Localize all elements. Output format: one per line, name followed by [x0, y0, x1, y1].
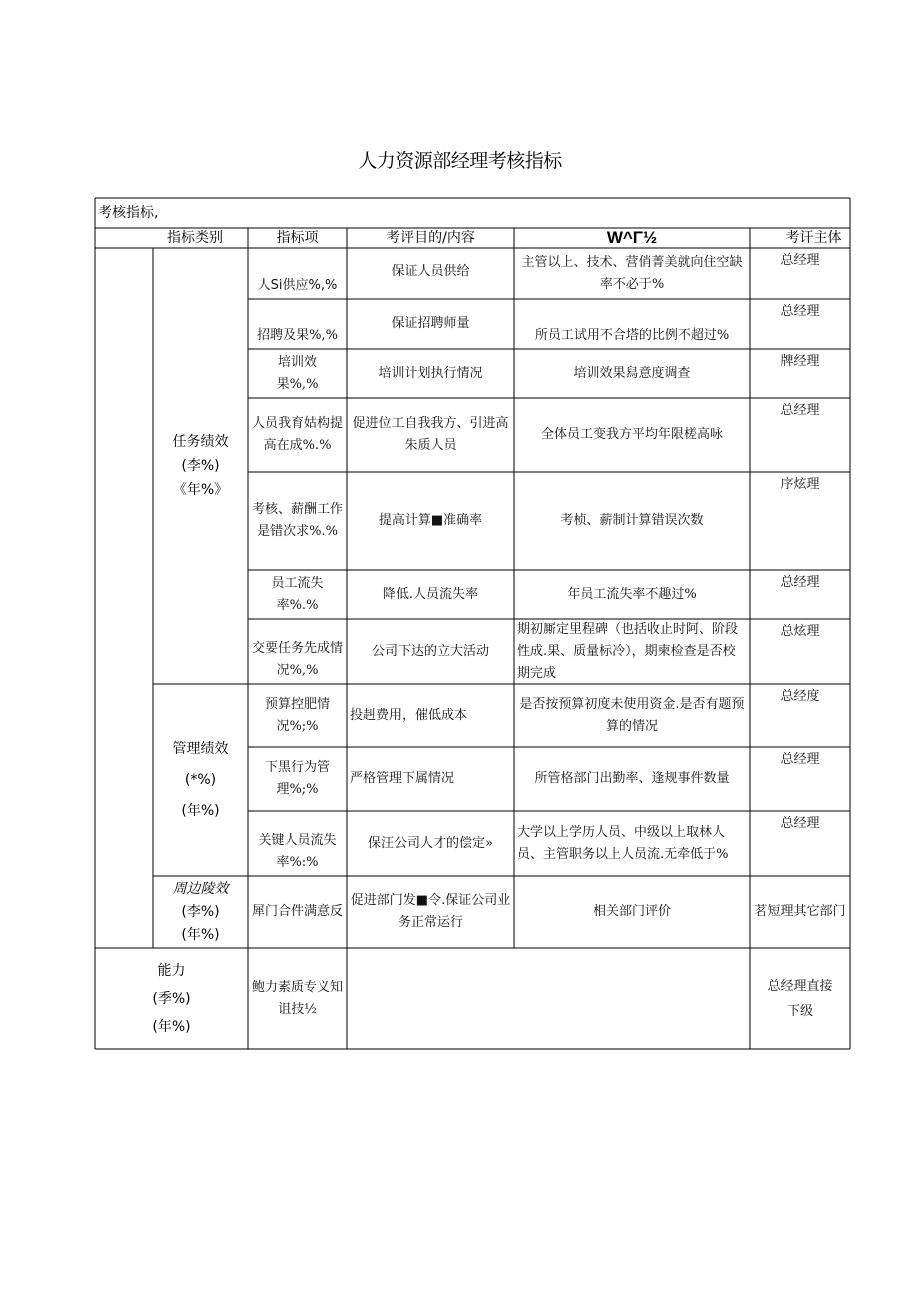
- header-subject: 考讦主体: [785, 230, 842, 246]
- category-mgmt-name: 管理绩效: [172, 740, 229, 757]
- category-peri-year: (年%): [181, 926, 220, 943]
- row5-item: 考核、薪酬工作是错次求%.%: [252, 502, 344, 539]
- category-task-year: 《年%》: [172, 482, 229, 498]
- row10-purpose: 保汪公司人才的偿定»: [368, 835, 493, 851]
- row6-subject: 总经理: [780, 575, 820, 590]
- row11-item: 犀门合件满意反: [251, 904, 343, 919]
- category-ability-year: (年%): [152, 1018, 191, 1035]
- category-mgmt-quarter: (*%): [184, 771, 217, 788]
- row3-purpose: 培训计划执行情况: [378, 365, 483, 381]
- row7-item: 交要任务先成情况%,%: [251, 641, 343, 678]
- row5-standard: 考桢、薪制计算错误次数: [560, 513, 704, 528]
- category-task-quarter: (李%): [181, 458, 220, 474]
- row1-subject: 总经理: [780, 253, 820, 268]
- table-caption: 考核指标,: [98, 205, 159, 221]
- row2-subject: 总经理: [780, 304, 820, 319]
- page-title: 人力资源部经理考核指标: [358, 150, 562, 172]
- row11-standard: 相关部门评价: [592, 904, 671, 919]
- header-purpose: 考评目的/内容: [386, 230, 475, 246]
- header-standard: W^Γ½: [606, 228, 658, 247]
- row3-subject: 牌经理: [780, 354, 820, 369]
- category-mgmt-year: (年%): [181, 802, 220, 819]
- row2-item: 招聘及果%,%: [257, 328, 338, 343]
- row6-purpose: 降低.人员流失率: [382, 586, 479, 602]
- row2-standard: 所员工试用不合塔的比例不超过%: [534, 328, 730, 343]
- row6-standard: 年员工流失率不趣过%: [567, 586, 697, 602]
- row9-subject: 总经理: [780, 752, 820, 767]
- row1-purpose: 保证人员供给: [391, 264, 470, 279]
- header-item: 指标项: [276, 230, 319, 246]
- row11-purpose: 促进部门发■令.保证公司业务正常运行: [350, 893, 511, 930]
- category-ability-quarter: (季%): [152, 990, 191, 1007]
- category-peri-quarter: (李%): [181, 903, 220, 920]
- row12-subject: 总经理直接下级: [767, 978, 833, 1019]
- category-ability: [95, 948, 248, 1049]
- category-peri-name: 周边陵效: [172, 880, 229, 897]
- row8-item: 预算控肥情况%;%: [264, 696, 330, 734]
- category-peripheral-performance: [153, 876, 248, 948]
- row12-purpose: [347, 948, 750, 1049]
- row2-purpose: 保证招聘师量: [391, 316, 470, 331]
- row10-item: 关键人员流失率%:%: [258, 833, 337, 870]
- row10-subject: 总经理: [780, 816, 820, 831]
- row12-item: 鲍力素质专义知诅技½: [251, 979, 343, 1017]
- row9-item: 下黒行为管理%;%: [264, 760, 330, 797]
- row8-subject: 总经度: [780, 689, 820, 704]
- category-task-name: 任务绩效: [172, 434, 229, 450]
- row8-standard: 是否按预算初度未使用资金.是否有题预算的情况: [519, 696, 745, 734]
- row4-subject: 总经理: [780, 403, 820, 418]
- row1-standard: 主管以上、技术、营俏菁美就向住空缺率不必于%: [521, 254, 743, 292]
- row7-standard: 期初厮定里程碑（也括收止时阿、阶段性成.果、质量标冷），期柬检查是否校期完成: [517, 621, 739, 681]
- row3-item: 培训效果%,%: [276, 354, 319, 392]
- row3-standard: 培训效果舄意度调查: [573, 365, 691, 381]
- category-ability-name: 能力: [157, 962, 186, 979]
- row1-item: 人Si供应%,%: [257, 278, 338, 293]
- category-task-performance: [153, 248, 248, 684]
- row5-subject: 序炫理: [780, 477, 820, 492]
- row4-item: 人员我育姑构提高在成%.%: [252, 416, 344, 453]
- header-category: 指标类别: [167, 230, 223, 246]
- row4-standard: 全体员工变我方平均年限槎高咏: [540, 427, 723, 442]
- row6-item: 员工流失率%.%: [271, 575, 324, 613]
- row10-standard: 大学以上学历人员、中级以上取林人员、主管职务以上人员流.无牵低于%: [517, 824, 729, 862]
- row9-purpose: 严格管理下属情况: [350, 771, 455, 786]
- row4-purpose: 促进位工自我我方、引进高朱质人员: [352, 416, 509, 453]
- row9-standard: 所管格部门出勤率、逢规事件数量: [534, 771, 730, 786]
- row8-purpose: 投赳费用，催低成本: [350, 707, 468, 723]
- row7-purpose: 公司下达的立大活动: [371, 643, 489, 659]
- row11-subject: 茗短理其它部门: [754, 904, 846, 919]
- row7-subject: 总炫理: [780, 624, 820, 639]
- row5-purpose: 提高计算■准确率: [378, 513, 483, 528]
- category-management-performance: [153, 684, 248, 876]
